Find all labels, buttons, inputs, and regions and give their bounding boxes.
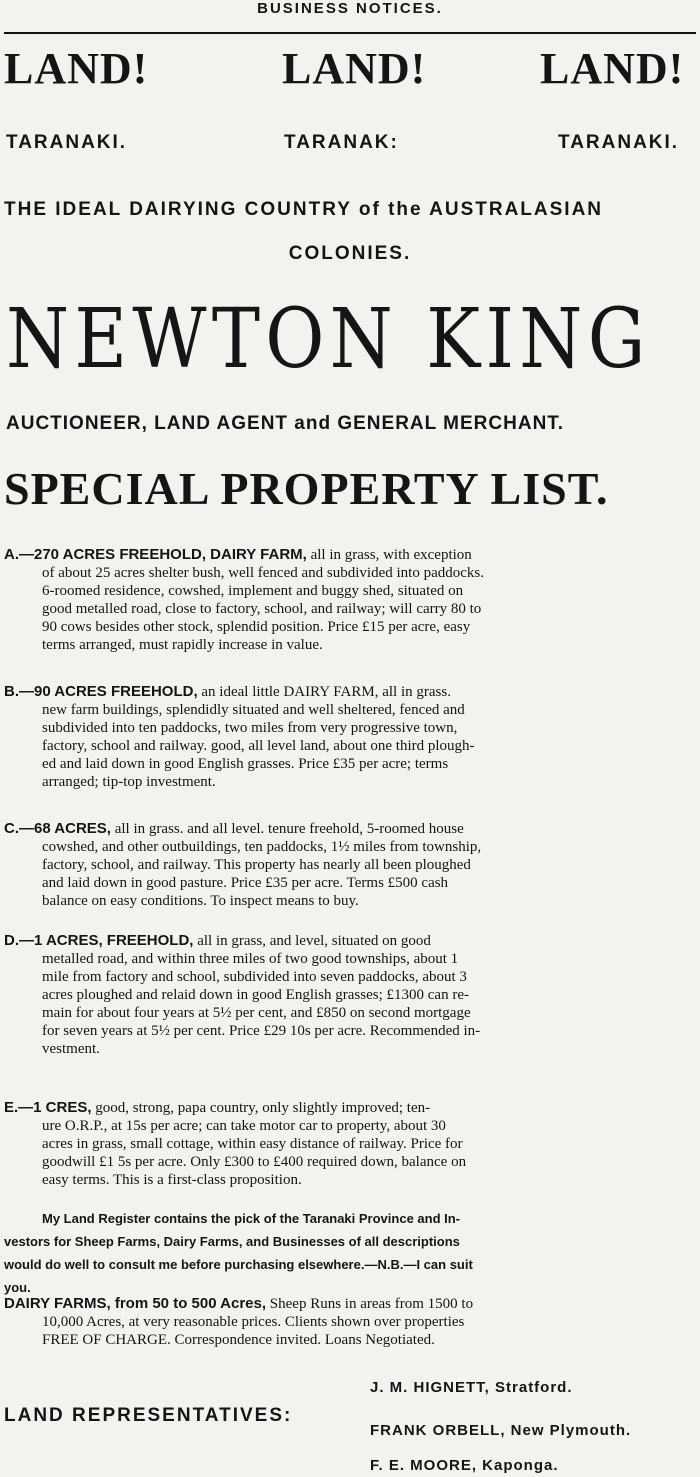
listing-head: A.—270 ACRES FREEHOLD, DAIRY FARM, bbox=[4, 546, 307, 563]
listing-c bbox=[4, 820, 696, 910]
dairy-farms-text: Sheep Runs in areas from 1500 to bbox=[266, 1296, 474, 1312]
listing-line: new farm buildings, splendidly situated and well sheltered, fenced and bbox=[42, 702, 465, 718]
listing-head: D.—1 ACRES, FREEHOLD, bbox=[4, 932, 194, 949]
listing-line: subdivided into ten paddocks, two miles from very progressive town, bbox=[42, 720, 458, 736]
listing-line: balance on easy conditions. To inspect means to buy. bbox=[42, 893, 359, 909]
listing-head: C.—68 ACRES, bbox=[4, 820, 111, 837]
register-line: would do well to consult me before purchasing elsewhere.—N.B.—I can suit bbox=[4, 1257, 473, 1272]
listing-line: arranged; tip-top investment. bbox=[42, 774, 216, 790]
dairy-farms-line: 10,000 Acres, at very reasonable prices. Clients shown over properties bbox=[42, 1314, 465, 1330]
listing-line: acres in grass, small cottage, within easy distance of railway. Price for bbox=[42, 1136, 463, 1152]
header-rule bbox=[4, 32, 696, 34]
listing-line: for seven years at 5½ per cent. Price £29 10s per acre. Recommended in- bbox=[42, 1023, 481, 1039]
listing-text: all in grass, and level, situated on good bbox=[193, 933, 431, 949]
listing-line: metalled road, and within three miles of two good townships, about 1 bbox=[42, 951, 459, 967]
listing-line: ure O.R.P., at 15s per acre; can take motor car to property, about 30 bbox=[42, 1118, 446, 1134]
representatives-label: LAND REPRESENTATIVES: bbox=[4, 1405, 293, 1426]
land-heading-1: LAND! bbox=[4, 44, 149, 93]
advertiser-name: NEWTON KING bbox=[6, 292, 651, 387]
listing-line: goodwill £1 5s per acre. Only £300 to £400 required down, balance on bbox=[42, 1154, 467, 1170]
section-header: BUSINESS NOTICES. bbox=[257, 0, 443, 17]
listing-line: terms arranged, must rapidly increase in value. bbox=[42, 637, 323, 653]
listing-text: all in grass, with exception bbox=[306, 547, 472, 563]
list-title: SPECIAL PROPERTY LIST. bbox=[4, 463, 609, 514]
listing-line: easy terms. This is a first-class proposition. bbox=[42, 1172, 302, 1188]
listing-line: mile from factory and school, subdivided into seven paddocks, about 3 bbox=[42, 969, 467, 985]
register-line: My Land Register contains the pick of the Taranaki Province and In- bbox=[42, 1211, 461, 1226]
listing-line: main for about four years at 5½ per cent, and £850 on second mortgage bbox=[42, 1005, 471, 1021]
listing-line: vestment. bbox=[42, 1041, 100, 1057]
listing-line: factory, school, and railway. This property has nearly all been ploughed bbox=[42, 857, 471, 873]
dairy-farms-head: DAIRY FARMS, from 50 to 500 Acres, bbox=[4, 1295, 267, 1312]
listing-b bbox=[4, 683, 696, 791]
listing-line: and laid down in good pasture. Price £35 per acre. Terms £500 cash bbox=[42, 875, 449, 891]
tagline-line-1: THE IDEAL DAIRYING COUNTRY of the AUSTRALASIAN bbox=[4, 199, 604, 220]
representative-1: J. M. HIGNETT, Stratford. bbox=[370, 1379, 573, 1396]
listing-line: 6-roomed residence, cowshed, implement and buggy shed, situated on bbox=[42, 583, 464, 599]
land-headings bbox=[0, 44, 700, 104]
dairy-farms-line: FREE OF CHARGE. Correspondence invited. Loans Negotiated. bbox=[42, 1332, 435, 1348]
listing-d bbox=[4, 932, 696, 1058]
listing-head: B.—90 ACRES FREEHOLD, bbox=[4, 683, 198, 700]
listing-line: ed and laid down in good English grasses. Price £35 per acre; terms bbox=[42, 756, 449, 772]
taranaki-label-2: TARANAK: bbox=[284, 132, 399, 153]
taranaki-labels bbox=[0, 130, 700, 160]
representative-3: F. E. MOORE, Kaponga. bbox=[370, 1457, 559, 1474]
listing-text: good, strong, papa country, only slightly improved; ten- bbox=[91, 1100, 431, 1116]
dairy-farms-notice bbox=[4, 1295, 696, 1349]
register-line: you. bbox=[4, 1280, 31, 1295]
land-heading-3: LAND! bbox=[540, 44, 685, 93]
advertiser-occupation: AUCTIONEER, LAND AGENT and GENERAL MERCHANT. bbox=[6, 413, 565, 434]
listing-line: good metalled road, close to factory, school, and railway; will carry 80 to bbox=[42, 601, 482, 617]
listing-e bbox=[4, 1099, 696, 1189]
listing-a bbox=[4, 546, 696, 654]
tagline-line-2: COLONIES. bbox=[288, 243, 412, 264]
land-heading-2: LAND! bbox=[282, 44, 427, 93]
land-register-notice bbox=[4, 1207, 696, 1299]
listing-line: 90 cows besides other stock, splendid position. Price £15 per acre, easy bbox=[42, 619, 471, 635]
listing-line: acres ploughed and relaid down in good English grasses; £1300 can re- bbox=[42, 987, 469, 1003]
taranaki-label-1: TARANAKI. bbox=[6, 132, 128, 153]
listing-line: of about 25 acres shelter bush, well fenced and subdivided into paddocks. bbox=[42, 565, 484, 581]
listing-text: all in grass. and all level. tenure freehold, 5-roomed house bbox=[110, 821, 464, 837]
register-line: vestors for Sheep Farms, Dairy Farms, and Businesses of all descriptions bbox=[4, 1234, 460, 1249]
listing-text: an ideal little DAIRY FARM, all in grass. bbox=[197, 684, 451, 700]
taranaki-label-3: TARANAKI. bbox=[558, 132, 680, 153]
listing-line: factory, school and railway. good, all level land, about one third plough- bbox=[42, 738, 475, 754]
listing-head: E.—1 CRES, bbox=[4, 1099, 92, 1116]
representative-2: FRANK ORBELL, New Plymouth. bbox=[370, 1422, 632, 1439]
listing-line: cowshed, and other outbuildings, ten paddocks, 1½ miles from township, bbox=[42, 839, 482, 855]
